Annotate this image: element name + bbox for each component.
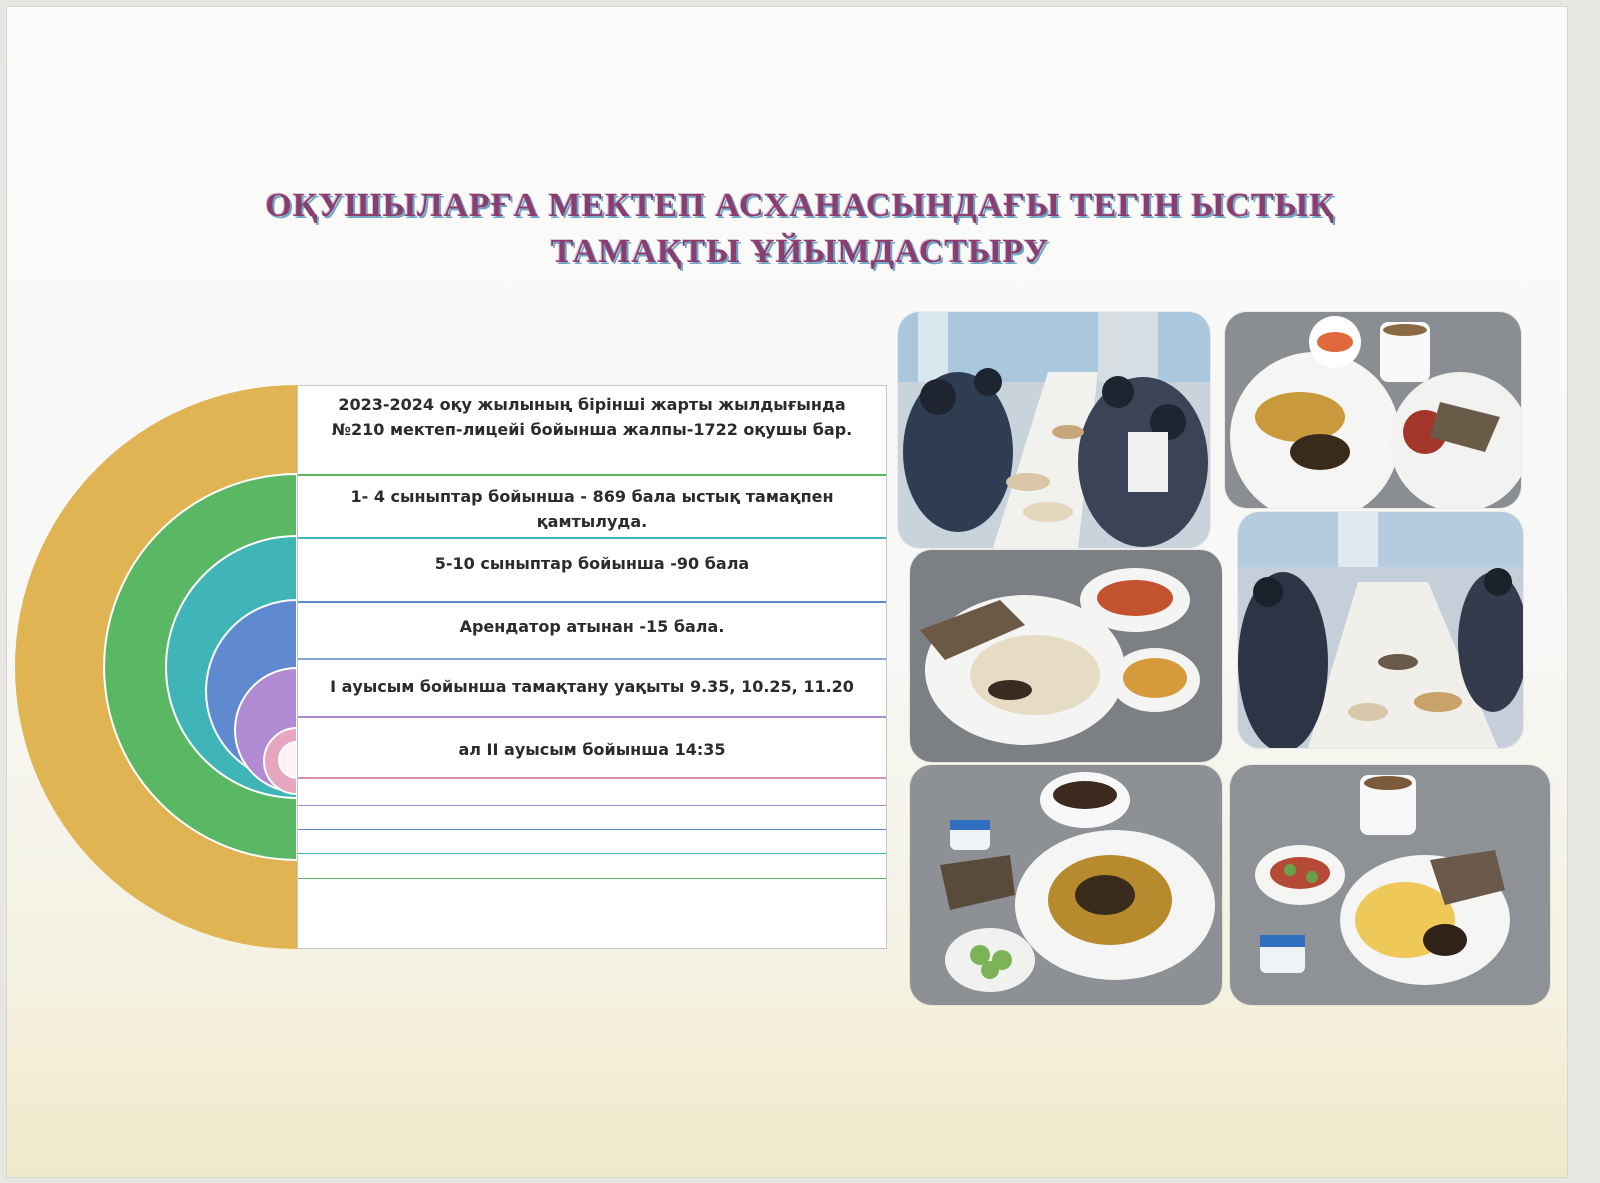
meal-plates-photo [1225, 312, 1521, 508]
poster-title-line-1: ОҚУШЫЛАРҒА МЕКТЕП АСХАНАСЫНДАҒЫ ТЕГІН ЫСТЫҚ [265, 187, 1335, 224]
separator-line [298, 716, 886, 718]
info-text-panel [297, 385, 887, 949]
separator-line [298, 878, 886, 879]
separator-line [298, 853, 886, 854]
info-row-shift-1: I ауысым бойынша тамақтану уақыты 9.35, 10.25, 11.20 [330, 677, 854, 696]
info-line-2a: 1- 4 сыныптар бойынша - 869 бала ыстық тамақпен [350, 487, 834, 506]
separator-line [298, 537, 886, 539]
info-line-1a: 2023-2024 оқу жылының бірінші жарты жылдығында [338, 395, 846, 414]
puree-plate-photo [1230, 765, 1550, 1005]
info-row-grades-5-10: 5-10 сыныптар бойынша -90 бала [434, 554, 750, 573]
info-line-1b: №210 мектеп-лицейі бойынша жалпы-1722 оқушы бар. [331, 420, 853, 439]
separator-line [298, 601, 886, 603]
separator-line [298, 658, 886, 660]
info-row-total [298, 392, 886, 442]
poster-title-line-2: ТАМАҚТЫ ҰЙЫМДАСТЫРУ [550, 233, 1050, 270]
info-line-2b: қамтылуда. [536, 512, 648, 531]
separator-line [298, 805, 886, 806]
info-row-tenant: Арендатор атынан -15 бала. [459, 617, 725, 636]
separator-line [298, 474, 886, 476]
separator-line [298, 777, 886, 779]
canteen-students-photo [898, 312, 1210, 548]
separator-line [298, 829, 886, 830]
stew-plate-photo [910, 765, 1222, 1005]
rice-plate-photo [910, 550, 1222, 762]
info-row-grades-1-4 [298, 484, 886, 534]
canteen-table-photo [1238, 512, 1523, 748]
info-row-shift-2: ал II ауысым бойынша 14:35 [458, 740, 726, 759]
